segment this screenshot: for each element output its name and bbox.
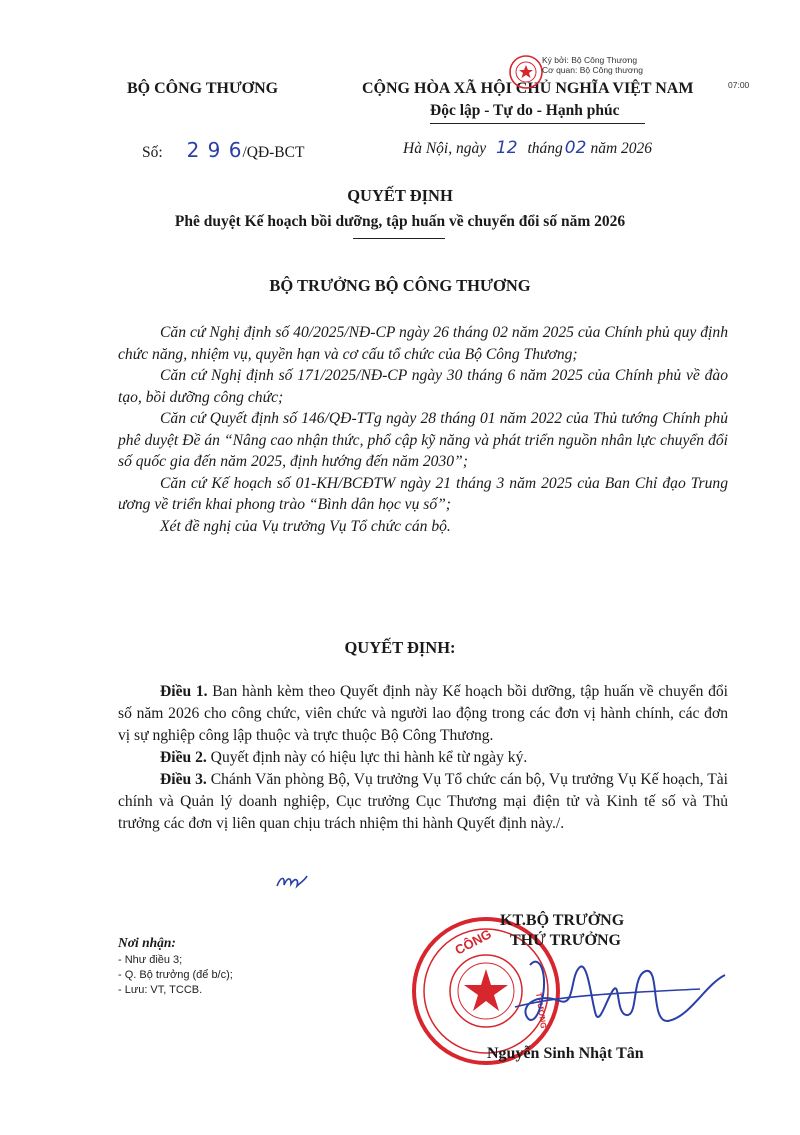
articles <box>118 681 728 835</box>
title-divider <box>353 238 445 239</box>
preamble-basis-3: Căn cứ Quyết định số 146/QĐ-TTg ngày 28 tháng 01 năm 2022 của Thủ tướng Chính phủ phê duyệt Đề án “Nâng cao nhận thức, phổ cập kỹ năng và phát triển nguồn nhân lực chuyển đổi số quốc gia đến năm 2025, định hướng đến năm 2030”; <box>118 410 728 470</box>
recipient-item: - Lưu: VT, TCCB. <box>118 984 203 996</box>
article-2 <box>118 747 728 769</box>
preamble-basis-4: Căn cứ Kế hoạch số 01-KH/BCĐTW ngày 21 tháng 3 năm 2025 của Ban Chỉ đạo Trung ương về triển khai phong trào “Bình dân học vụ số”; <box>118 474 728 513</box>
date-day-handwritten: 12 <box>495 138 518 158</box>
article-3 <box>118 769 728 835</box>
article-2-text: Quyết định này có hiệu lực thi hành kể từ ngày ký. <box>206 749 528 766</box>
date-year: năm 2026 <box>590 140 653 157</box>
signer-name: Nguyễn Sinh Nhật Tân <box>487 1045 644 1062</box>
seal-text-top: CÔNG <box>452 926 494 958</box>
signer-title-1: KT.BỘ TRƯỞNG <box>500 912 625 929</box>
article-1-text: Ban hành kèm theo Quyết định này Kế hoạch bồi dưỡng, tập huấn về chuyển đổi số năm 2026 cho công chức, viên chức và người lao động trong các đơn vị hành chính, các đơn vị sự nghiệp công lập thuộc và trực thuộc Bộ Công Thương. <box>118 683 728 744</box>
article-3-text: Chánh Văn phòng Bộ, Vụ trưởng Vụ Tổ chức cán bộ, Vụ trưởng Vụ Kế hoạch, Tài chính và Quản lý doanh nghiệp, Cục trưởng Cục Thương mại điện tử và Kinh tế số và Thủ trưởng các đơn vị liên quan chịu trách nhiệm thi hành Quyết định này./. <box>118 771 729 832</box>
article-1 <box>118 681 728 747</box>
date-line <box>403 138 652 158</box>
doc-number <box>142 138 304 162</box>
preamble-basis-2: Căn cứ Nghị định số 171/2025/NĐ-CP ngày 30 tháng 6 năm 2025 của Chính phủ về đào tạo, bồi dưỡng công chức; <box>118 367 728 406</box>
digital-signature-line2: Cơ quan: Bộ Công thương <box>542 64 643 75</box>
nation-name: CỘNG HÒA XÃ HỘI CHỦ NGHĨA VIỆT NAM <box>362 80 694 97</box>
issuing-authority: BỘ TRƯỞNG BỘ CÔNG THƯƠNG <box>269 276 531 295</box>
article-2-label: Điều 2. <box>160 749 207 766</box>
preamble <box>118 322 728 537</box>
preamble-basis-1: Căn cứ Nghị định số 40/2025/NĐ-CP ngày 26 tháng 02 năm 2025 của Chính phủ quy định chức năng, nhiệm vụ, quyền hạn và cơ cấu tổ chức của Bộ Công Thương; <box>118 324 728 363</box>
preamble-proposal: Xét đề nghị của Vụ trưởng Vụ Tổ chức cán bộ. <box>160 517 451 535</box>
signer-title-2: THỨ TRƯỞNG <box>510 932 621 949</box>
agency-name: BỘ CÔNG THƯƠNG <box>127 80 279 97</box>
recipients-heading: Nơi nhận: <box>118 935 176 950</box>
doc-number-handwritten: 2 9 6 <box>186 138 243 162</box>
initials-scribble-icon <box>275 870 309 892</box>
decision-heading: QUYẾT ĐỊNH: <box>344 638 456 657</box>
document-type-title: QUYẾT ĐỊNH <box>347 186 453 205</box>
seal-text-side: THƯƠNG <box>534 992 548 1030</box>
doc-number-label: Số: <box>142 144 163 161</box>
document-subject: Phê duyệt Kế hoạch bồi dưỡng, tập huấn về chuyển đổi số năm 2026 <box>174 213 626 230</box>
date-month-label: tháng <box>527 140 563 157</box>
recipients-list <box>118 953 233 998</box>
article-1-label: Điều 1. <box>160 683 208 700</box>
nation-motto: Độc lập - Tự do - Hạnh phúc <box>430 102 620 119</box>
doc-number-suffix: /QĐ-BCT <box>242 144 305 161</box>
motto-underline <box>430 123 645 124</box>
digital-signature-info <box>542 56 643 75</box>
recipient-item: - Q. Bộ trưởng (để b/c); <box>118 969 233 981</box>
handwritten-signature-icon <box>500 945 730 1040</box>
article-3-label: Điều 3. <box>160 771 207 788</box>
date-month-handwritten: 02 <box>564 138 587 158</box>
digital-signature-line1: Ký bởi: Bộ Công Thương <box>542 55 638 65</box>
date-prefix: Hà Nội, ngày <box>403 140 487 157</box>
recipient-item: - Như điều 3; <box>118 954 183 966</box>
digital-seal-icon <box>508 54 544 90</box>
digital-signature-time: 07:00 <box>728 80 750 90</box>
recipients-block <box>118 935 233 998</box>
